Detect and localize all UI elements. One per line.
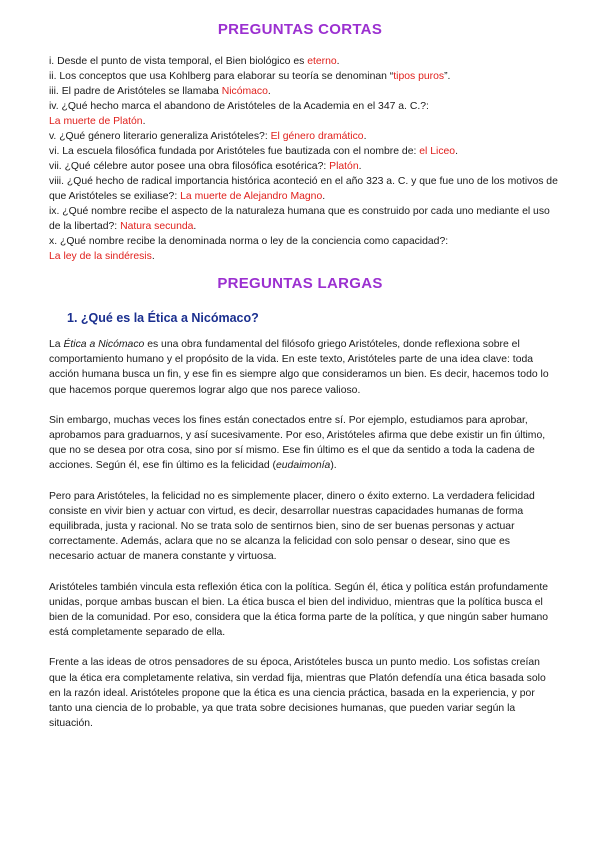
paragraph-text: ). xyxy=(330,460,337,472)
answer-text: el Liceo xyxy=(419,146,456,157)
question-item xyxy=(49,129,559,144)
question-item xyxy=(49,159,559,174)
book-title-italic: Ética a Nicómaco xyxy=(63,339,145,350)
question-end: . xyxy=(193,221,197,232)
long-questions-title: PREGUNTAS LARGAS xyxy=(217,275,383,292)
paragraph: Pero para Aristóteles, la felicidad no es simplemente placer, dinero o éxito externo. La verdadera felicidad consiste en vivir bien y actuar con virtud, es decir, desarrollar nuestras capacidades humanas de forma equilibrada, justa y racional. No se trata solo de sentirnos bien, sino de ser buenas personas y actuar correctamente. Además, aclara que no se alcanza la felicidad con solo pensar o desear, sino que es necesario actuar de manera constante y virtuosa. xyxy=(49,490,535,563)
question-end: . xyxy=(142,116,146,127)
question-end: . xyxy=(151,251,155,262)
question-item xyxy=(49,69,559,84)
answer-text: El género dramático xyxy=(270,131,364,142)
question-text: v. ¿Qué género literario generaliza Aristóteles?: xyxy=(49,131,271,142)
question-text: iii. El padre de Aristóteles se llamaba xyxy=(49,86,222,97)
paragraph: Aristóteles también vincula esta reflexión ética con la política. Según él, ética y política están profundamente unidas, porque ambas buscan el bien. La ética busca el bien del individuo, mientras que la política busca el bien de la comunidad. Por eso, considera que la ética forma parte de la política, y que ningún saber humano está completamente separado de ella. xyxy=(49,581,549,639)
question-item xyxy=(49,204,559,234)
question-item xyxy=(49,84,559,99)
question-text: ii. Los conceptos que usa Kohlberg para elaborar su teoría se denominan “ xyxy=(49,71,394,82)
question-heading: 1. ¿Qué es la Ética a Nicómaco? xyxy=(67,311,259,325)
answer-text: Platón xyxy=(329,161,359,172)
question-item xyxy=(49,99,559,129)
answer-text: eterno xyxy=(307,56,337,67)
question-item xyxy=(49,174,559,204)
question-end: ”. xyxy=(444,71,451,82)
answer-text: Nicómaco xyxy=(221,86,268,97)
question-item xyxy=(49,54,559,69)
question-text: vii. ¿Qué célebre autor posee una obra filosófica esotérica?: xyxy=(49,161,330,172)
question-end: . xyxy=(363,131,367,142)
paragraph xyxy=(49,337,551,398)
question-end: . xyxy=(322,191,326,202)
question-text: viii. ¿Qué hecho de radical importancia histórica aconteció en el año 323 a. C. y que fue uno de los motivos de que Aristóteles se exiliase?: xyxy=(49,176,558,202)
question-text: vi. La escuela filosófica fundada por Aristóteles fue bautizada con el nombre de: xyxy=(49,146,420,157)
answer-text: La ley de la sindéresis xyxy=(49,251,152,262)
question-end: . xyxy=(455,146,458,157)
paragraph-text: La xyxy=(49,339,64,350)
paragraph xyxy=(49,413,551,474)
question-item xyxy=(49,144,559,159)
question-text: ix. ¿Qué nombre recibe el aspecto de la naturaleza humana que es construido por cada uno mediante el uso de la libertad?: xyxy=(49,206,550,232)
answer-text: tipos puros xyxy=(393,71,445,82)
question-item xyxy=(49,234,559,264)
answer-text: La muerte de Platón xyxy=(49,116,143,127)
short-questions-title: PREGUNTAS CORTAS xyxy=(217,21,383,38)
question-end: . xyxy=(336,56,340,67)
question-end: . xyxy=(267,86,271,97)
question-end: . xyxy=(358,161,362,172)
term-italic: eudaimonía xyxy=(276,460,331,472)
answer-text: La muerte de Alejandro Magno xyxy=(180,191,323,202)
question-text: iv. ¿Qué hecho marca el abandono de Aristóteles de la Academia en el 347 a. C.?: xyxy=(49,101,429,112)
paragraph: Frente a las ideas de otros pensadores de su época, Aristóteles busca un punto medio. Los sofistas creían que la ética era completamente relativa, sin verdad fija, mientras que Platón defendía una ética basada solo en la razón ideal. Aristóteles propone que la ética es una ciencia práctica, basada en la experiencia, y por tanto una ciencia de lo probable, ya que trata sobre decisiones humanas, que pueden variar según la situación. xyxy=(49,657,546,730)
question-text: x. ¿Qué nombre recibe la denominada norma o ley de la conciencia como capacidad?: xyxy=(49,236,449,247)
short-questions-list xyxy=(49,54,559,264)
paragraph-text: Sin embargo, muchas veces los fines están conectados entre sí. Por ejemplo, estudiamos para aprobar, aprobamos para graduarnos, y así sucesivamente. Por eso, Aristóteles afirma que debe existir un fin último, que no se desea por otra cosa, sino por sí mismo. Ese fin último es el que da sentido a toda la cadena de acciones. Según él, ese fin último es la felicidad ( xyxy=(49,414,546,472)
essay-body xyxy=(49,337,551,746)
answer-text: Natura secunda xyxy=(120,221,194,232)
paragraph-text: es una obra fundamental del filósofo griego Aristóteles, donde reflexiona sobre el comportamiento humano y el propósito de la vida. En este texto, Aristóteles parte de una idea clave: toda acción humana busca un fin, y ese fin es siempre algo que consideramos un bien. Es decir, hacemos todo lo que hacemos porque queremos lograr algo que nos parece valioso. xyxy=(49,339,549,396)
question-text: i. Desde el punto de vista temporal, el Bien biológico es xyxy=(49,56,308,67)
